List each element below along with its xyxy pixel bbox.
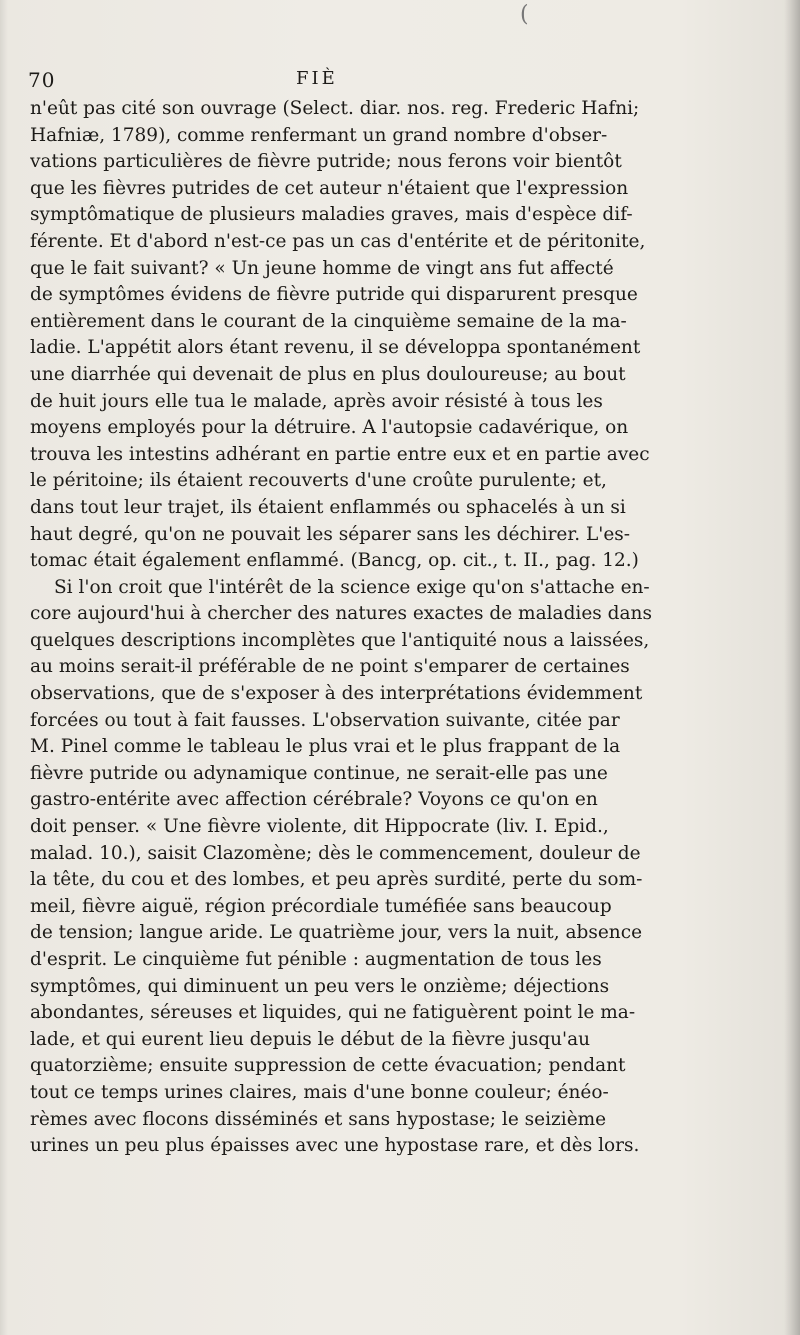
text-line: quatorzième; ensuite suppression de cette évacuation; pendant bbox=[30, 1055, 626, 1077]
text-line: gastro-entérite avec affection cérébrale? Voyons ce qu'on en bbox=[30, 789, 598, 811]
text-line: forcées ou tout à fait fausses. L'observation suivante, citée par bbox=[30, 709, 620, 731]
text-line: trouva les intestins adhérant en partie entre eux et en partie avec bbox=[30, 443, 650, 465]
page-number: 70 bbox=[28, 68, 56, 92]
text-line: de huit jours elle tua le malade, après avoir résisté à tous les bbox=[30, 390, 603, 412]
text-line: urines un peu plus épaisses avec une hypostase rare, et dès lors. bbox=[30, 1135, 640, 1157]
text-line: lade, et qui eurent lieu depuis le début de la fièvre jusqu'au bbox=[30, 1028, 591, 1050]
text-line: entièrement dans le courant de la cinquième semaine de la ma- bbox=[30, 310, 627, 332]
page-left-shadow bbox=[0, 0, 8, 1335]
text-line: de tension; langue aride. Le quatrième jour, vers la nuit, absence bbox=[30, 922, 643, 944]
text-line: de symptômes évidens de fièvre putride qui disparurent presque bbox=[30, 284, 638, 306]
text-line: tout ce temps urines claires, mais d'une bonne couleur; énéo- bbox=[30, 1081, 609, 1103]
text-line: malad. 10.), saisit Clazomène; dès le commencement, douleur de bbox=[30, 842, 641, 864]
page-header bbox=[28, 68, 772, 94]
text-line: symptômes, qui diminuent un peu vers le onzième; déjections bbox=[30, 975, 610, 997]
text-line: M. Pinel comme le tableau le plus vrai et le plus frappant de la bbox=[30, 736, 621, 758]
text-line: doit penser. « Une fièvre violente, dit Hippocrate (liv. I. Epid., bbox=[30, 816, 609, 838]
text-line: une diarrhée qui devenait de plus en plus douloureuse; au bout bbox=[30, 363, 626, 385]
text-line: symptômatique de plusieurs maladies graves, mais d'espèce dif- bbox=[30, 204, 633, 226]
text-line: d'esprit. Le cinquième fut pénible : augmentation de tous les bbox=[30, 949, 602, 970]
text-line: fièvre putride ou adynamique continue, ne serait-elle pas une bbox=[30, 762, 608, 784]
text-line: vations particulières de fièvre putride; nous ferons voir bientôt bbox=[30, 151, 622, 173]
text-line: au moins serait-il préférable de ne point s'emparer de certaines bbox=[30, 656, 630, 678]
corner-mark: ( bbox=[520, 2, 529, 27]
text-line: ladie. L'appétit alors étant revenu, il se développa spontanément bbox=[30, 337, 641, 359]
body-text bbox=[30, 96, 760, 1160]
text-line: la tête, du cou et des lombes, et peu après surdité, perte du som- bbox=[30, 869, 643, 891]
text-line: observations, que de s'exposer à des interprétations évidemment bbox=[30, 683, 643, 705]
text-line: quelques descriptions incomplètes que l'antiquité nous a laissées, bbox=[30, 629, 650, 651]
text-line: tomac était également enflammé. (Bancg, op. cit., t. II., pag. 12.) bbox=[30, 550, 639, 572]
text-line: férente. Et d'abord n'est-ce pas un cas d'entérite et de péritonite, bbox=[30, 230, 646, 252]
text-line: que les fièvres putrides de cet auteur n'étaient que l'expression bbox=[30, 177, 629, 199]
text-line: core aujourd'hui à chercher des natures exactes de maladies dans bbox=[30, 603, 652, 625]
text-line: que le fait suivant? « Un jeune homme de vingt ans fut affecté bbox=[30, 257, 614, 279]
text-line: moyens employés pour la détruire. A l'autopsie cadavérique, on bbox=[30, 417, 629, 439]
text-line: abondantes, séreuses et liquides, qui ne fatiguèrent point le ma- bbox=[30, 1002, 636, 1024]
text-line: le péritoine; ils étaient recouverts d'une croûte purulente; et, bbox=[30, 470, 607, 492]
running-head: FIÈ bbox=[296, 68, 338, 89]
text-line: rèmes avec flocons disséminés et sans hypostase; le seizième bbox=[30, 1108, 607, 1130]
text-line: haut degré, qu'on ne pouvait les séparer sans les déchirer. L'es- bbox=[30, 523, 631, 545]
text-line: Si l'on croit que l'intérêt de la science exige qu'on s'attache en- bbox=[54, 576, 650, 598]
text-line: Hafniæ, 1789), comme renfermant un grand nombre d'obser- bbox=[30, 124, 608, 146]
text-line: meil, fièvre aiguë, région précordiale tuméfiée sans beaucoup bbox=[30, 895, 612, 917]
text-line: dans tout leur trajet, ils étaient enflammés ou sphacelés à un si bbox=[30, 496, 626, 518]
text-line: n'eût pas cité son ouvrage (Select. diar. nos. reg. Frederic Hafni; bbox=[30, 98, 640, 119]
page-binding-shadow bbox=[784, 0, 800, 1335]
